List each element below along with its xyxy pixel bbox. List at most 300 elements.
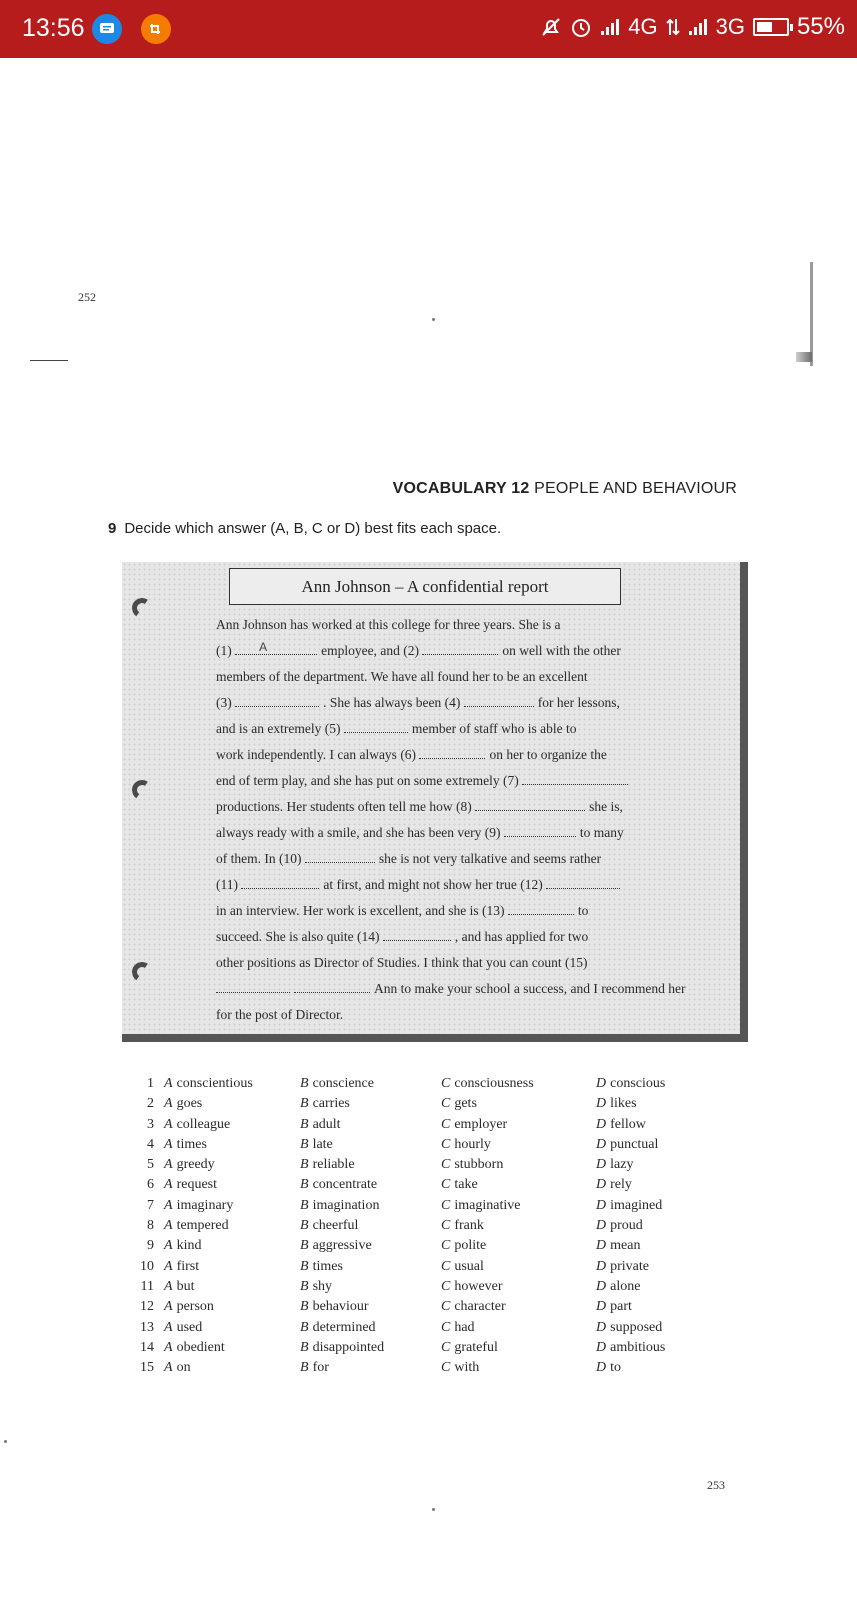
option-word: shy: [312, 1278, 333, 1294]
option-letter: A: [164, 1278, 173, 1294]
option-letter: D: [596, 1096, 607, 1112]
answer-blank[interactable]: [235, 692, 319, 707]
option-a[interactable]: [164, 1135, 207, 1155]
option-a[interactable]: [164, 1175, 217, 1195]
option-word: polite: [454, 1238, 487, 1254]
answer-options-table: [134, 1074, 694, 1378]
option-word: conscious: [610, 1076, 666, 1091]
option-b[interactable]: [300, 1358, 329, 1378]
option-c[interactable]: [441, 1358, 479, 1378]
option-row: [134, 1297, 694, 1317]
option-row: [134, 1216, 694, 1236]
option-row: [134, 1277, 694, 1297]
option-letter: A: [164, 1319, 173, 1335]
option-b[interactable]: [300, 1196, 379, 1216]
option-word: first: [176, 1258, 200, 1274]
option-word: disappointed: [312, 1339, 385, 1355]
status-bar: [0, 0, 857, 58]
option-word: carries: [312, 1096, 350, 1112]
option-word: stubborn: [454, 1157, 504, 1173]
option-letter: A: [164, 1258, 173, 1274]
option-a[interactable]: [164, 1094, 202, 1114]
option-d[interactable]: [596, 1094, 637, 1114]
option-word: however: [454, 1278, 503, 1294]
option-d[interactable]: [596, 1318, 662, 1338]
option-letter: B: [300, 1339, 309, 1355]
option-letter: C: [441, 1339, 451, 1355]
option-letter: D: [596, 1258, 607, 1274]
report-text-segment: Ann Johnson has worked at this college for three years. She is a: [216, 617, 561, 632]
report-text-segment: Ann to make your school a success, and I recommend her: [374, 981, 686, 996]
option-b[interactable]: [300, 1074, 374, 1094]
option-c[interactable]: [441, 1094, 477, 1114]
report-text-segment: (11): [216, 877, 242, 892]
option-d[interactable]: [596, 1196, 662, 1216]
option-a[interactable]: [164, 1257, 199, 1277]
report-text-segment: and is an extremely (5): [216, 721, 344, 736]
option-row: [134, 1135, 694, 1155]
option-c[interactable]: [441, 1196, 520, 1216]
option-letter: D: [596, 1157, 607, 1173]
option-word: usual: [454, 1258, 484, 1274]
option-d[interactable]: [596, 1074, 665, 1094]
scan-dot: [4, 1440, 7, 1443]
option-word: behaviour: [312, 1299, 369, 1315]
battery-icon: [753, 18, 789, 36]
report-line: [216, 690, 696, 716]
report-line: [216, 924, 696, 950]
option-c[interactable]: [441, 1297, 506, 1317]
network-type-secondary: 3G: [715, 14, 745, 39]
option-word: frank: [454, 1218, 484, 1234]
option-letter: D: [596, 1360, 607, 1376]
report-text-segment: on well with the other: [502, 643, 621, 658]
option-letter: B: [300, 1319, 309, 1335]
answer-blank[interactable]: [344, 718, 408, 733]
option-letter: D: [596, 1116, 607, 1132]
battery-percent: 55%: [796, 13, 845, 40]
option-word: take: [454, 1177, 478, 1193]
option-letter: A: [164, 1157, 173, 1173]
option-word: aggressive: [312, 1238, 372, 1254]
exercise-instruction: [108, 520, 501, 537]
option-d[interactable]: [596, 1155, 633, 1175]
option-word: rely: [610, 1177, 632, 1193]
report-text-segment: members of the department. We have all found her to be an excellent: [216, 669, 588, 684]
option-word: part: [610, 1299, 632, 1315]
option-word: but: [176, 1278, 195, 1294]
option-word: consciousness: [454, 1076, 534, 1091]
option-letter: B: [300, 1157, 309, 1173]
option-d[interactable]: [596, 1175, 632, 1195]
option-word: tempered: [176, 1218, 229, 1234]
question-number: 2: [147, 1096, 154, 1112]
answer-blank[interactable]: [475, 796, 585, 811]
answer-blank[interactable]: [504, 822, 576, 837]
signal-icon-secondary: [688, 18, 708, 36]
report-text-segment: in an interview. Her work is excellent, and she is (13): [216, 903, 508, 918]
option-letter: A: [164, 1360, 173, 1376]
network-type-primary: 4G: [628, 14, 658, 39]
option-word: reliable: [312, 1157, 355, 1173]
option-word: punctual: [610, 1136, 659, 1152]
option-letter: B: [300, 1197, 309, 1213]
option-letter: C: [441, 1197, 451, 1213]
question-number: 7: [147, 1197, 154, 1213]
report-text-segment: productions. Her students often tell me how (8): [216, 799, 476, 814]
option-d[interactable]: [596, 1236, 640, 1256]
option-a[interactable]: [164, 1115, 230, 1135]
option-letter: C: [441, 1238, 451, 1254]
option-d[interactable]: [596, 1115, 646, 1135]
option-letter: D: [596, 1299, 607, 1315]
option-a[interactable]: [164, 1155, 215, 1175]
question-number: 11: [140, 1278, 154, 1294]
option-d[interactable]: [596, 1358, 621, 1378]
report-text: [216, 612, 696, 1028]
question-number: 14: [140, 1339, 154, 1355]
option-letter: C: [441, 1218, 451, 1234]
option-letter: A: [164, 1238, 173, 1254]
report-line: [216, 768, 696, 794]
option-b[interactable]: [300, 1155, 355, 1175]
option-word: determined: [312, 1319, 376, 1335]
question-number: 12: [140, 1299, 154, 1315]
option-row: [134, 1196, 694, 1216]
option-a[interactable]: [164, 1318, 202, 1338]
report-text-segment: succeed. She is also quite (14): [216, 929, 383, 944]
option-c[interactable]: [441, 1318, 475, 1338]
option-word: request: [176, 1177, 217, 1193]
answer-blank[interactable]: [235, 640, 317, 655]
option-letter: A: [164, 1177, 173, 1193]
report-text-segment: always ready with a smile, and she has been very (9): [216, 825, 504, 840]
option-letter: A: [164, 1197, 173, 1213]
option-letter: A: [164, 1096, 173, 1112]
option-b[interactable]: [300, 1277, 332, 1297]
option-letter: C: [441, 1136, 451, 1152]
option-word: grateful: [454, 1339, 498, 1355]
option-letter: B: [300, 1218, 309, 1234]
option-word: imaginary: [176, 1197, 234, 1213]
report-line: [216, 664, 696, 690]
option-letter: C: [441, 1299, 451, 1315]
option-letter: C: [441, 1157, 451, 1173]
option-letter: C: [441, 1319, 451, 1335]
option-b[interactable]: [300, 1115, 341, 1135]
option-row: [134, 1257, 694, 1277]
report-line: [216, 612, 696, 638]
report-text-segment: at first, and might not show her true (12): [323, 877, 547, 892]
question-number: 10: [140, 1258, 154, 1274]
option-c[interactable]: [441, 1236, 486, 1256]
option-letter: A: [164, 1299, 173, 1315]
option-a[interactable]: [164, 1236, 201, 1256]
option-b[interactable]: [300, 1175, 377, 1195]
report-text-segment: . She has always been (4): [323, 695, 464, 710]
option-letter: D: [596, 1197, 607, 1213]
option-row: [134, 1338, 694, 1358]
option-row: [134, 1318, 694, 1338]
answer-blank[interactable]: [508, 900, 574, 915]
option-word: goes: [176, 1096, 203, 1112]
option-word: for: [312, 1360, 329, 1376]
option-word: supposed: [610, 1319, 663, 1335]
exercise-number: 9: [108, 520, 117, 537]
report-title: Ann Johnson – A confidential report: [229, 568, 621, 605]
report-line: [216, 742, 696, 768]
question-number: 5: [147, 1157, 154, 1173]
report-text-segment: to: [577, 903, 589, 918]
report-text-segment: end of term play, and she has put on some extremely (7): [216, 773, 523, 788]
option-letter: C: [441, 1258, 451, 1274]
answer-blank[interactable]: [522, 770, 628, 785]
option-row: [134, 1115, 694, 1135]
battery-fill: [757, 22, 772, 32]
right-page-number: 253: [707, 1478, 725, 1492]
answer-blank[interactable]: [383, 926, 451, 941]
report-text-segment: other positions as Director of Studies. I think that you can count (15): [216, 955, 588, 970]
question-number: 8: [147, 1218, 154, 1234]
option-d[interactable]: [596, 1297, 632, 1317]
option-word: imagination: [312, 1197, 380, 1213]
question-number: 6: [147, 1177, 154, 1193]
option-c[interactable]: [441, 1277, 503, 1297]
option-letter: A: [164, 1218, 173, 1234]
answer-blank[interactable]: [546, 874, 620, 889]
unit-label-rest: PEOPLE AND BEHAVIOUR: [534, 480, 737, 497]
clock: 13:56: [22, 14, 85, 42]
data-transfer-icon: [666, 17, 680, 37]
option-word: private: [610, 1258, 649, 1274]
option-row: [134, 1155, 694, 1175]
option-letter: B: [300, 1076, 309, 1091]
option-word: hourly: [454, 1136, 491, 1152]
exercise-text: Decide which answer (A, B, C or D) best fits each space.: [124, 520, 502, 537]
answer-blank[interactable]: [305, 848, 375, 863]
answer-blank[interactable]: [216, 978, 290, 993]
option-letter: D: [596, 1076, 607, 1091]
option-letter: D: [596, 1238, 607, 1254]
option-c[interactable]: [441, 1216, 484, 1236]
report-line: [216, 638, 696, 664]
report-line: [216, 898, 696, 924]
option-letter: B: [300, 1116, 309, 1132]
option-b[interactable]: [300, 1338, 384, 1358]
option-letter: C: [441, 1116, 451, 1132]
option-word: times: [176, 1136, 207, 1152]
option-letter: B: [300, 1299, 309, 1315]
option-b[interactable]: [300, 1257, 343, 1277]
unit-label-bold: VOCABULARY 12: [392, 480, 530, 497]
option-letter: C: [441, 1278, 451, 1294]
option-word: proud: [610, 1218, 643, 1234]
report-text-segment: (3): [216, 695, 236, 710]
option-letter: B: [300, 1258, 309, 1274]
option-row: [134, 1074, 694, 1094]
option-letter: A: [164, 1116, 173, 1132]
left-page-number: 252: [78, 290, 96, 304]
option-word: alone: [610, 1278, 641, 1294]
option-word: kind: [176, 1238, 202, 1254]
answer-blank[interactable]: [241, 874, 319, 889]
option-letter: D: [596, 1136, 607, 1152]
option-a[interactable]: [164, 1216, 229, 1236]
option-word: late: [312, 1136, 333, 1152]
option-word: to: [610, 1360, 622, 1376]
option-letter: D: [596, 1278, 607, 1294]
option-word: imagined: [610, 1197, 663, 1213]
report-box-shadow: [740, 562, 748, 1042]
option-d[interactable]: [596, 1257, 649, 1277]
option-word: gets: [454, 1096, 477, 1112]
option-letter: C: [441, 1360, 451, 1376]
option-c[interactable]: [441, 1338, 498, 1358]
option-letter: D: [596, 1177, 607, 1193]
option-letter: B: [300, 1360, 309, 1376]
option-word: with: [454, 1360, 480, 1376]
option-d[interactable]: [596, 1216, 643, 1236]
option-word: ambitious: [610, 1339, 666, 1355]
option-word: conscience: [312, 1076, 374, 1091]
option-letter: B: [300, 1177, 309, 1193]
option-c[interactable]: [441, 1074, 534, 1094]
option-a[interactable]: [164, 1338, 225, 1358]
option-a[interactable]: [164, 1297, 214, 1317]
report-text-segment: for the post of Director.: [216, 1007, 344, 1022]
option-letter: C: [441, 1076, 451, 1091]
report-text-segment: on her to organize the: [489, 747, 607, 762]
page-edge-shadow: [796, 352, 812, 362]
option-c[interactable]: [441, 1175, 478, 1195]
option-word: adult: [312, 1116, 341, 1132]
report-line: [216, 794, 696, 820]
option-b[interactable]: [300, 1135, 333, 1155]
option-word: used: [176, 1319, 203, 1335]
option-word: cheerful: [312, 1218, 359, 1234]
report-line: [216, 976, 696, 1002]
option-a[interactable]: [164, 1358, 191, 1378]
option-word: lazy: [610, 1157, 634, 1173]
option-letter: B: [300, 1136, 309, 1152]
answer-blank[interactable]: [464, 692, 534, 707]
option-letter: C: [441, 1096, 451, 1112]
answer-blank[interactable]: [419, 744, 485, 759]
alarm-icon: [570, 16, 592, 38]
option-word: person: [176, 1299, 214, 1315]
option-word: fellow: [610, 1116, 646, 1132]
report-line: [216, 716, 696, 742]
report-line: [216, 950, 696, 976]
option-c[interactable]: [441, 1135, 491, 1155]
option-row: [134, 1358, 694, 1378]
question-number: 13: [140, 1319, 154, 1335]
option-word: conscientious: [176, 1076, 253, 1091]
mute-bell-icon: [540, 16, 562, 38]
question-number: 4: [147, 1136, 154, 1152]
option-letter: B: [300, 1278, 309, 1294]
option-word: greedy: [176, 1157, 215, 1173]
scan-dot: [432, 318, 435, 321]
report-text-segment: employee, and (2): [321, 643, 423, 658]
option-row: [134, 1175, 694, 1195]
option-word: employer: [454, 1116, 508, 1132]
option-c[interactable]: [441, 1155, 503, 1175]
option-word: obedient: [176, 1339, 225, 1355]
report-text-segment: , and has applied for two: [454, 929, 589, 944]
report-text-segment: she is not very talkative and seems rather: [378, 851, 602, 866]
option-b[interactable]: [300, 1297, 369, 1317]
report-line: [216, 872, 696, 898]
report-text-segment: of them. In (10): [216, 851, 305, 866]
status-icons: [540, 13, 845, 41]
report-text-segment: to many: [579, 825, 624, 840]
option-d[interactable]: [596, 1135, 658, 1155]
answer-blank[interactable]: [294, 978, 370, 993]
option-word: imaginative: [454, 1197, 521, 1213]
option-letter: A: [164, 1076, 173, 1091]
option-word: had: [454, 1319, 475, 1335]
option-word: likes: [610, 1096, 637, 1112]
option-letter: D: [596, 1339, 607, 1355]
option-c[interactable]: [441, 1115, 507, 1135]
option-word: concentrate: [312, 1177, 378, 1193]
option-a[interactable]: [164, 1277, 194, 1297]
option-b[interactable]: [300, 1216, 358, 1236]
report-text-segment: for her lessons,: [537, 695, 620, 710]
option-d[interactable]: [596, 1277, 640, 1297]
option-word: mean: [610, 1238, 641, 1254]
option-b[interactable]: [300, 1318, 376, 1338]
scan-mark: [30, 360, 68, 361]
question-number: 1: [147, 1076, 154, 1091]
example-answer: A: [259, 640, 268, 654]
option-letter: B: [300, 1096, 309, 1112]
question-number: 9: [147, 1238, 154, 1254]
messages-notification-icon[interactable]: [92, 14, 122, 44]
option-letter: B: [300, 1238, 309, 1254]
option-b[interactable]: [300, 1094, 350, 1114]
app-notification-icon[interactable]: [141, 14, 171, 44]
report-line: [216, 820, 696, 846]
option-letter: D: [596, 1218, 607, 1234]
question-number: 15: [140, 1360, 154, 1376]
option-a[interactable]: [164, 1074, 253, 1094]
option-a[interactable]: [164, 1196, 233, 1216]
page-edge: [810, 262, 813, 366]
option-b[interactable]: [300, 1236, 372, 1256]
report-box-shadow: [122, 1034, 748, 1042]
report-line: [216, 846, 696, 872]
scan-dot: [432, 1508, 435, 1511]
option-row: [134, 1236, 694, 1256]
answer-blank[interactable]: [422, 640, 498, 655]
option-letter: A: [164, 1339, 173, 1355]
report-text-segment: work independently. I can always (6): [216, 747, 420, 762]
option-word: colleague: [176, 1116, 231, 1132]
option-d[interactable]: [596, 1338, 665, 1358]
option-word: character: [454, 1299, 506, 1315]
report-line: [216, 1002, 696, 1028]
report-text-segment: she is,: [589, 799, 623, 814]
unit-title: [393, 480, 737, 498]
option-letter: A: [164, 1136, 173, 1152]
report-text-segment: member of staff who is able to: [411, 721, 577, 736]
option-letter: C: [441, 1177, 451, 1193]
option-word: times: [312, 1258, 343, 1274]
question-number: 3: [147, 1116, 154, 1132]
option-c[interactable]: [441, 1257, 484, 1277]
